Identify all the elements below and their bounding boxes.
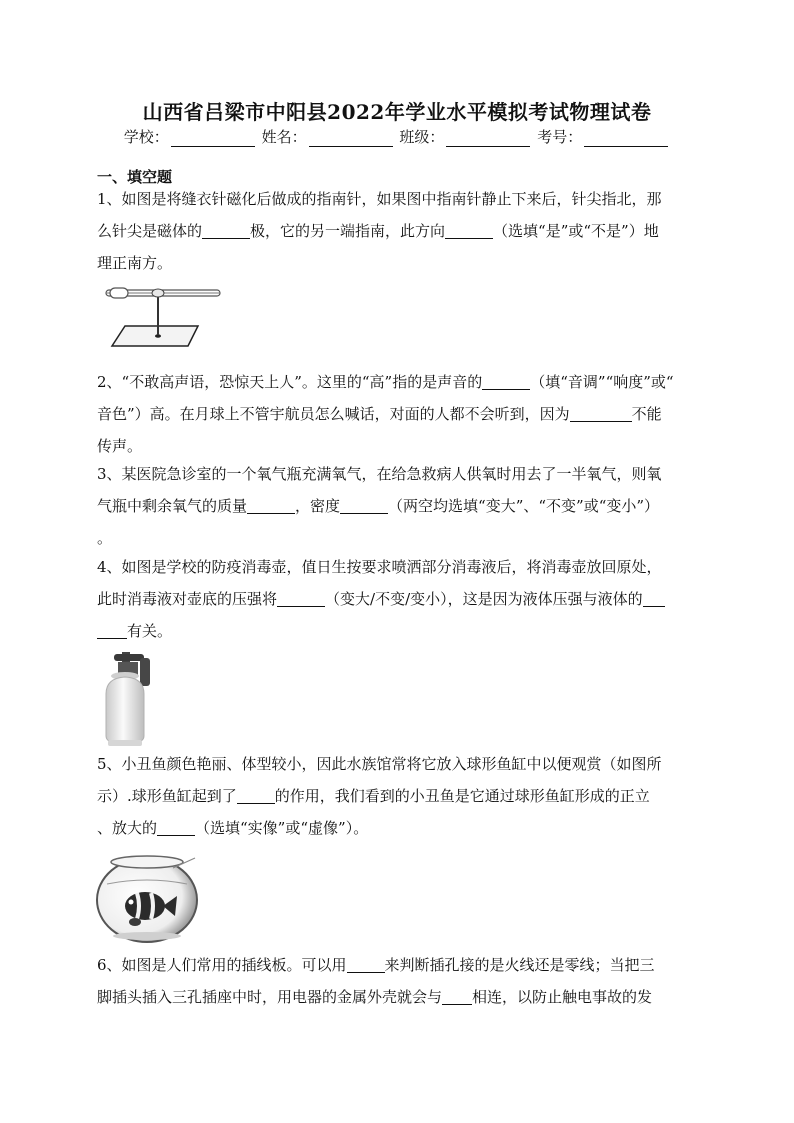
- q4-blank-1[interactable]: [277, 588, 325, 607]
- school-blank[interactable]: [171, 132, 255, 147]
- q5-line-1: 5、小丑鱼颜色艳丽、体型较小，因此水族馆常将它放入球形鱼缸中以便观赏（如图所: [97, 755, 662, 773]
- name-blank[interactable]: [309, 132, 393, 147]
- exam-number-blank[interactable]: [584, 132, 668, 147]
- q3-line-1: 3、某医院急诊室的一个氧气瓶充满氧气，在给急救病人供氧时用去了一半氧气，则氧: [97, 465, 662, 483]
- name-label: 姓名：: [261, 128, 307, 146]
- question-4: [97, 551, 697, 647]
- q2-line-3: 传声。: [97, 437, 143, 455]
- q2-blank-1[interactable]: [482, 371, 530, 390]
- question-5: [97, 748, 697, 844]
- q4-blank-2a[interactable]: [643, 588, 665, 607]
- q5-line-2: 示）.球形鱼缸起到了 的作用，我们看到的小丑鱼是它通过球形鱼缸形成的正立: [97, 787, 650, 805]
- q6-blank-1[interactable]: [347, 954, 385, 973]
- question-2: [97, 366, 697, 462]
- q2-line-2: 音色”）高。在月球上不管宇航员怎么喊话，对面的人都不会听到，因为 不能: [97, 405, 662, 423]
- q2-line-1: 2、“不敢高声语，恐惊天上人”。这里的“高”指的是声音的 （填“音调”“响度”或“: [97, 373, 674, 391]
- school-label: 学校：: [123, 128, 169, 146]
- question-3: [97, 458, 697, 554]
- q3-blank-2[interactable]: [340, 495, 388, 514]
- q3-blank-1[interactable]: [247, 495, 295, 514]
- compass-needle-figure: [100, 280, 225, 352]
- q3-line-3: 。: [97, 529, 113, 547]
- class-label: 班级：: [399, 128, 445, 146]
- q4-blank-2b[interactable]: [97, 620, 127, 639]
- exam-number-label: 考号：: [537, 128, 583, 146]
- q2-blank-2[interactable]: [570, 403, 632, 422]
- exam-title: 山西省吕梁市中阳县2022年学业水平模拟考试物理试卷: [142, 100, 652, 124]
- q3-line-2: 气瓶中剩余氧气的质量 ，密度 （两空均选填“变大”、“不变”或“变小”）: [97, 497, 660, 515]
- q1-line-3: 理正南方。: [97, 254, 173, 272]
- q4-line-3: 有关。: [97, 615, 697, 647]
- q6-line-2: 脚插头插入三孔插座中时，用电器的金属外壳就会与 相连，以防止触电事故的发: [97, 988, 653, 1006]
- q1-blank-1[interactable]: [202, 220, 250, 239]
- disinfectant-sprayer-figure: [96, 650, 158, 748]
- q6-line-1: 6、如图是人们常用的插线板。可以用 来判断插孔接的是火线还是零线；当把三: [97, 956, 655, 974]
- q1-line-1: 1、如图是将缝衣针磁化后做成的指南针，如果图中指南针静止下来后，针尖指北，那: [97, 190, 662, 208]
- q6-blank-2[interactable]: [442, 986, 472, 1005]
- q5-blank-1[interactable]: [237, 785, 275, 804]
- class-blank[interactable]: [446, 132, 530, 147]
- q4-line-1: 4、如图是学校的防疫消毒壶，值日生按要求喷洒部分消毒液后，将消毒壶放回原处，: [97, 558, 662, 576]
- q1-blank-2[interactable]: [445, 220, 493, 239]
- q4-line-2: 此时消毒液对壶底的压强将 （变大/不变/变小），这是因为液体压强与液体的: [97, 583, 697, 615]
- q5-line-3: 、放大的 （选填“实像”或“虚像”）。: [97, 819, 369, 837]
- student-info-line: [0, 126, 794, 147]
- q1-line-2: 么针尖是磁体的 极，它的另一端指南，此方向 （选填“是”或“不是”）地: [97, 222, 659, 240]
- question-6: [97, 949, 697, 1013]
- fishbowl-clownfish-figure: [95, 848, 205, 944]
- question-1: [97, 183, 697, 279]
- section-title: 一、填空题: [97, 168, 173, 186]
- q5-blank-2[interactable]: [157, 817, 195, 836]
